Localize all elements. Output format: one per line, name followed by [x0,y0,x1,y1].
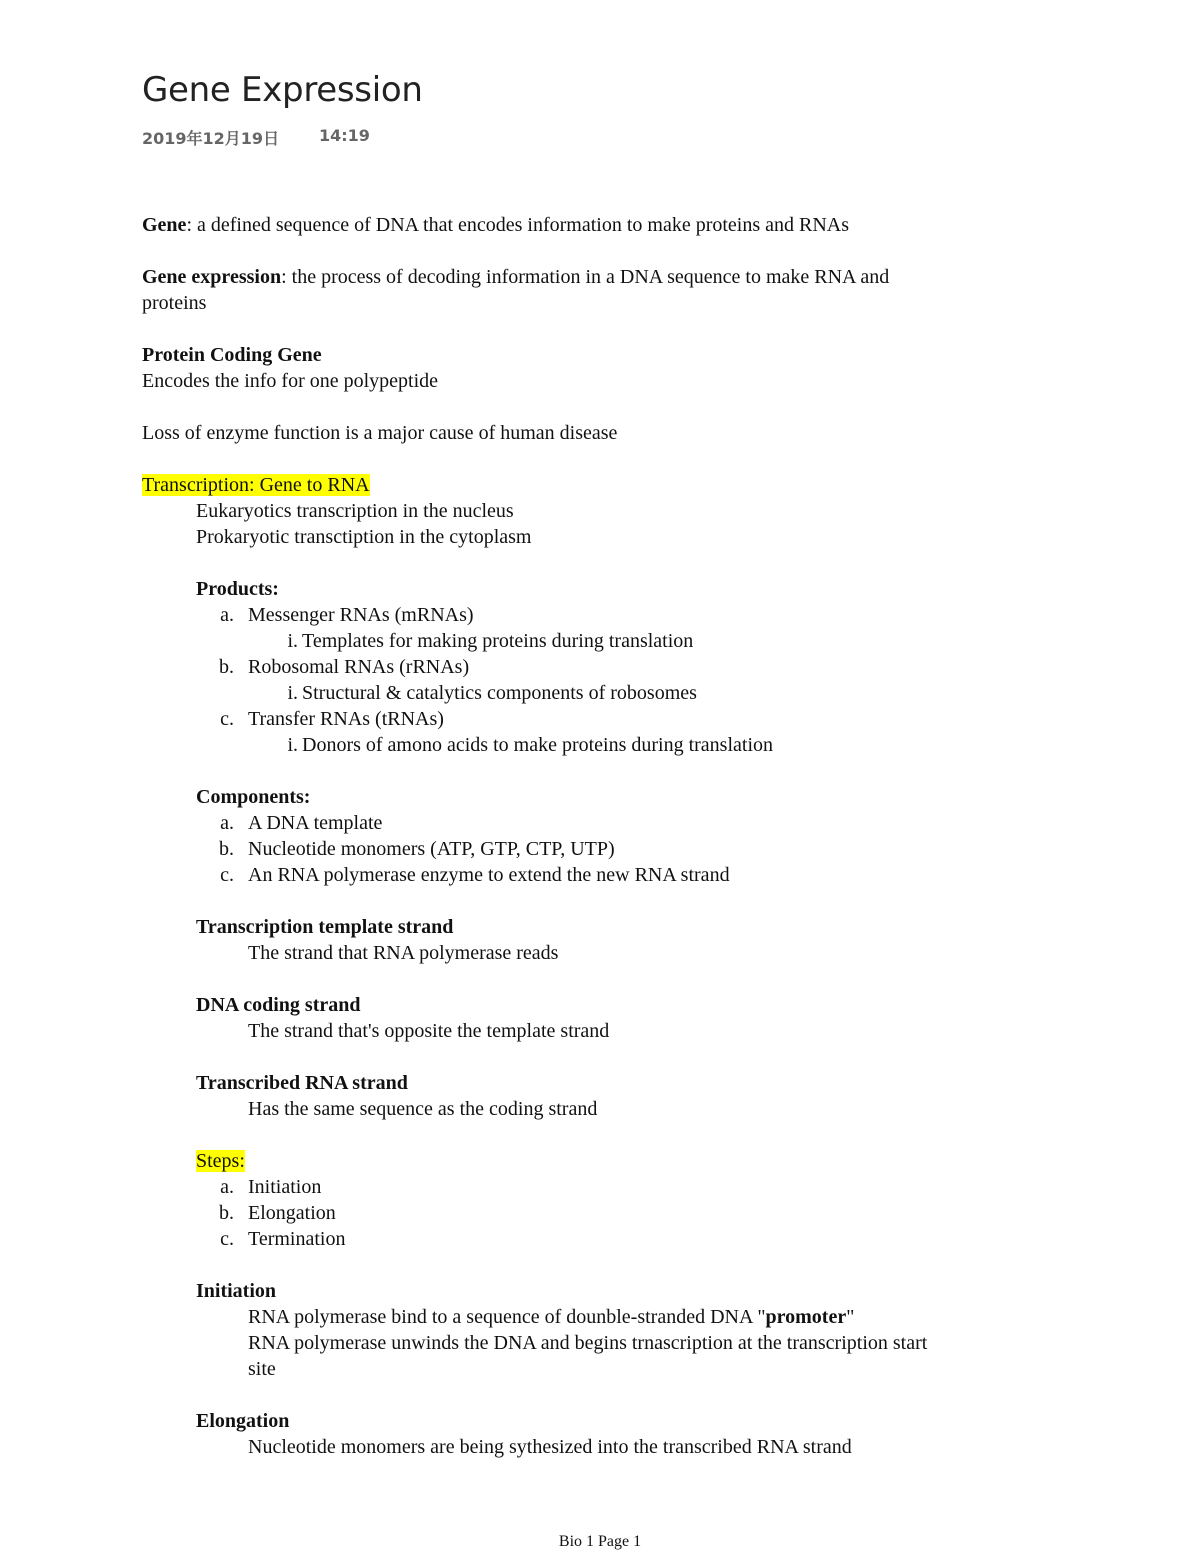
promoter-term: promoter [765,1306,847,1328]
list-item: b. Nucleotide monomers (ATP, GTP, CTP, UTP) [219,838,615,860]
page-footer: Bio 1 Page 1 [558,1533,642,1550]
transcription-line-2: Prokaryotic transctiption in the cytoplasm [196,526,532,548]
products-heading: Products: [196,578,279,600]
list-item: c. Termination [220,1228,346,1250]
template-strand-text: The strand that RNA polymerase reads [248,942,559,964]
list-subitem: i. Donors of amono acids to make proteins during translation [287,734,774,756]
rna-strand-heading: Transcribed RNA strand [196,1072,408,1094]
gene-expression-def-cont: proteins [142,292,207,314]
elongation-heading: Elongation [196,1410,290,1432]
gene-expression-def-text: : the process of decoding information in a DNA sequence to make RNA and [281,266,890,288]
rna-strand-text: Has the same sequence as the coding strand [248,1098,598,1120]
date-stamp [142,126,370,149]
steps-heading: Steps: [196,1150,245,1172]
gene-def-text: : a defined sequence of DNA that encodes information to make proteins and RNAs [186,214,850,236]
coding-strand-heading: DNA coding strand [196,994,361,1016]
date-text: 2019年12月19日 [142,129,280,148]
list-subitem: i. Templates for making proteins during translation [287,630,694,652]
transcription-heading: Transcription: Gene to RNA [142,474,370,496]
protein-coding-gene-heading: Protein Coding Gene [142,344,322,366]
template-strand-heading: Transcription template strand [196,916,454,938]
gene-definition [142,212,1062,238]
loss-of-function-text: Loss of enzyme function is a major cause of human disease [142,422,618,444]
gene-term: Gene [142,214,187,236]
initiation-line-2: RNA polymerase unwinds the DNA and begins trnascription at the transcription start [248,1332,928,1354]
transcription-line-1: Eukaryotics transcription in the nucleus [196,500,514,522]
list-item: b. Robosomal RNAs (rRNAs) [219,656,470,678]
initiation-line-3: site [248,1358,276,1380]
elongation-text: Nucleotide monomers are being sythesized into the transcribed RNA strand [248,1436,852,1458]
list-item: a. A DNA template [220,812,383,834]
protein-coding-gene-text: Encodes the info for one polypeptide [142,370,439,392]
coding-strand-text: The strand that's opposite the template strand [248,1020,610,1042]
time-text: 14:19 [319,126,370,145]
list-item: a. Initiation [220,1176,322,1198]
components-heading: Components: [196,786,311,808]
list-item: a. Messenger RNAs (mRNAs) [220,604,474,626]
gene-expression-term: Gene expression [142,266,282,288]
gene-expression-definition [142,264,1062,290]
list-item: b. Elongation [219,1202,336,1224]
initiation-line-1: RNA polymerase bind to a sequence of dounble-stranded DNA "promoter" [248,1306,855,1328]
note-body [142,212,1062,1460]
list-item: c. An RNA polymerase enzyme to extend the new RNA strand [220,864,730,886]
list-subitem: i. Structural & catalytics components of robosomes [287,682,697,704]
list-item: c. Transfer RNAs (tRNAs) [220,708,444,730]
initiation-heading: Initiation [196,1280,277,1302]
page-title: Gene Expression [142,70,423,110]
